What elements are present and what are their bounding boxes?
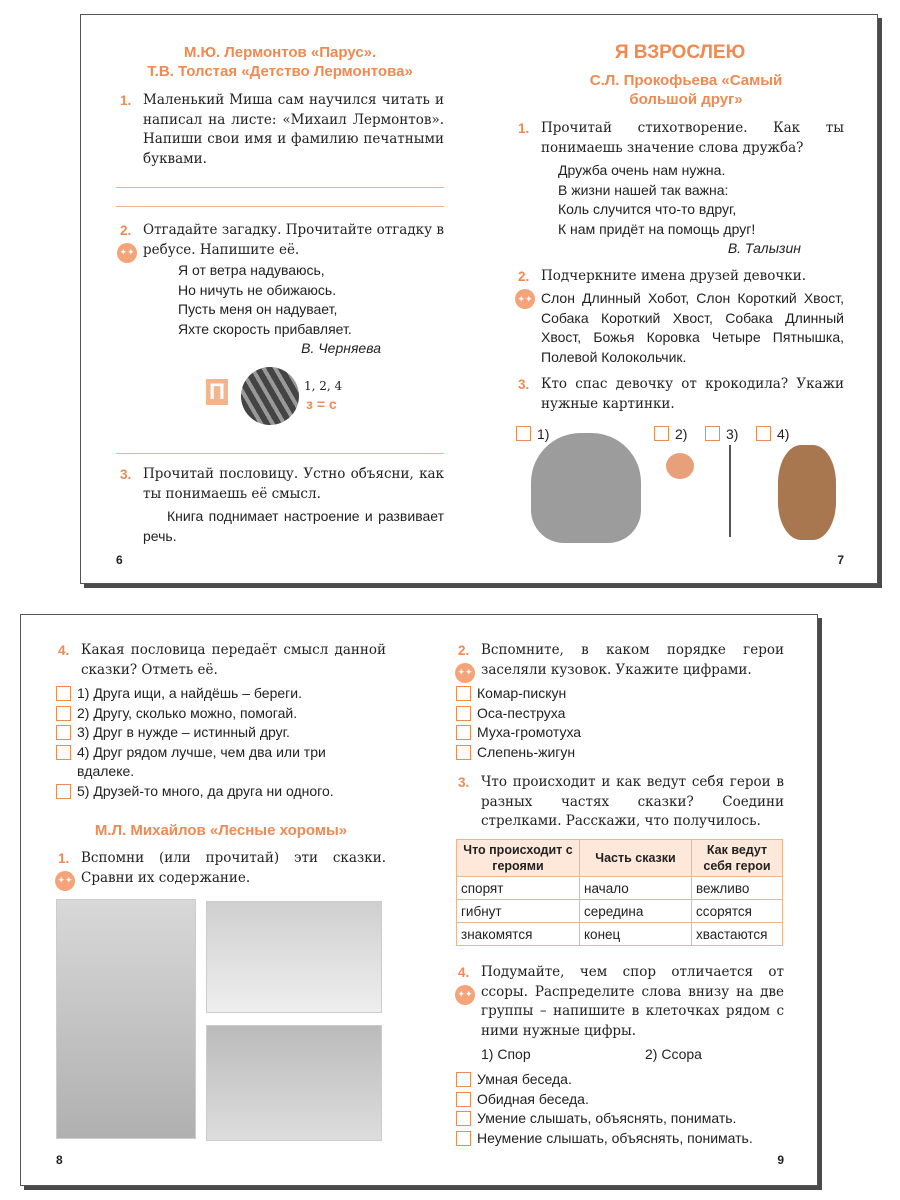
task-number: 2.	[458, 643, 470, 658]
rebus-numbers: 1, 2, 4	[304, 379, 343, 393]
table-cell: вежливо	[692, 877, 783, 900]
checkbox[interactable]	[56, 686, 71, 701]
sort-item[interactable]	[456, 1129, 753, 1149]
heroes-list	[456, 684, 581, 762]
task-number: 2.	[120, 223, 132, 238]
page-9	[456, 615, 784, 1187]
star-icon: ✦✦	[55, 871, 75, 891]
option-label: 3) Друг в нужде – истинный друг.	[77, 724, 290, 740]
task-number: 1.	[120, 93, 132, 108]
task-number: 3.	[120, 467, 132, 482]
column-header: Как ведут себя герои	[692, 840, 783, 877]
page-8-title: М.Л. Михайлов «Лесные хоромы»	[94, 822, 348, 839]
group-label: 2) Ссора	[645, 1046, 702, 1062]
page-number: 6	[116, 553, 123, 567]
table-row	[457, 900, 783, 923]
option-label: 4) Друг рядом лучше, чем два или три вдалеке.	[77, 743, 326, 779]
page-6-title	[116, 43, 444, 81]
bellflower-image	[729, 445, 767, 537]
rebus	[206, 367, 366, 427]
task-text: Кто спас девочку от крокодила? Укажи нужные картинки.	[541, 376, 844, 412]
table-cell: конец	[580, 923, 692, 946]
task-1	[120, 91, 444, 169]
option-label: 2) Другу, сколько можно, помогай.	[77, 704, 298, 721]
item-label: Неумение слышать, объяснять, понимать.	[477, 1129, 753, 1146]
page-8	[56, 615, 386, 1187]
task-number: 3.	[518, 377, 530, 392]
table-header	[457, 840, 783, 877]
hero-label: Комар-пискун	[477, 685, 567, 701]
number-box[interactable]	[456, 706, 471, 721]
hero-label: Слепень-жигун	[477, 743, 576, 760]
task-2	[457, 641, 784, 680]
proverb-options	[56, 684, 386, 801]
task-text: Маленький Миша сам научился читать и написал на листе: «Михаил Лермонтов». Напиши свои имя и фамилию печатными буквами.	[143, 92, 444, 167]
option-label: 1) Друга ищи, а найдёшь – береги.	[77, 685, 302, 701]
number-box[interactable]	[456, 1111, 471, 1126]
hero-item[interactable]	[456, 704, 581, 724]
wooden-house-image	[56, 899, 196, 1139]
checkbox[interactable]	[756, 426, 771, 441]
proverb-option[interactable]	[56, 743, 386, 782]
poem-author: В. Талызин	[727, 240, 801, 256]
star-icon: ✦✦	[455, 985, 475, 1005]
task-3	[518, 375, 844, 414]
proverb-option[interactable]	[56, 782, 386, 802]
checkbox[interactable]	[56, 784, 71, 799]
ladybug-image	[666, 453, 694, 479]
table-cell: хвастаются	[692, 923, 783, 946]
riddle-poem	[178, 261, 381, 359]
page-6	[116, 15, 444, 585]
sort-items	[456, 1070, 753, 1148]
item-label: Умение слышать, объяснять, понимать.	[477, 1110, 737, 1126]
poem-line: Пусть меня он надувает,	[178, 301, 338, 317]
pic-label: 1)	[537, 426, 550, 442]
proverb-option[interactable]	[56, 704, 386, 724]
mitten-winter-image	[206, 901, 382, 1013]
poem-line: В жизни нашей так важна:	[558, 181, 729, 198]
task-number: 3.	[458, 775, 470, 790]
star-icon: ✦✦	[117, 243, 137, 263]
checkbox[interactable]	[516, 426, 531, 441]
hero-item[interactable]	[456, 723, 581, 743]
pic-option-2[interactable]	[654, 425, 687, 445]
number-box[interactable]	[456, 1092, 471, 1107]
task-number: 1.	[58, 851, 70, 866]
poem	[558, 161, 801, 259]
rebus-equation: з = с	[306, 396, 337, 412]
rebus-letter: П	[206, 379, 228, 405]
names[interactable]: Слон Длинный Хобот, Слон Короткий Хвост, Собака Короткий Хвост, Собака Длинный Хвост, Божья Коровка Четыре Пятнышка, Полевой Колокольчик.	[541, 290, 844, 365]
column-header: Что происходит с героями	[457, 840, 580, 877]
pic-label: 3)	[726, 426, 739, 442]
checkbox[interactable]	[654, 426, 669, 441]
poem-line: К нам придёт на помощь друг!	[558, 220, 756, 237]
number-box[interactable]	[456, 1131, 471, 1146]
section-title: Я ВЗРОСЛЕЮ	[614, 42, 746, 63]
elephant-image	[531, 433, 641, 543]
task-number: 2.	[518, 269, 530, 284]
proverb-option[interactable]	[56, 684, 386, 704]
task-number: 4.	[58, 643, 70, 658]
task-1	[518, 119, 844, 158]
answer-line[interactable]	[116, 206, 444, 207]
task-4	[457, 963, 784, 1041]
task-1	[57, 849, 386, 888]
task-number: 4.	[458, 965, 470, 980]
option-label: 5) Друзей-то много, да друга ни одного.	[77, 782, 334, 799]
star-icon: ✦✦	[515, 289, 535, 309]
task-text: Вспомни (или прочитай) эти сказки. Сравни их содержание.	[81, 850, 386, 886]
checkbox[interactable]	[56, 706, 71, 721]
checkbox[interactable]	[56, 745, 71, 760]
task-text: Прочитай пословицу. Устно объясни, как ты понимаешь её смысл.	[143, 466, 444, 502]
poem-author: В. Черняева	[301, 340, 381, 356]
table-row	[457, 877, 783, 900]
task-text: Прочитай стихотворение. Как ты понимаешь значение слова дружба?	[541, 120, 844, 156]
pic-label: 2)	[675, 426, 688, 442]
number-box[interactable]	[456, 1072, 471, 1087]
sort-item[interactable]	[456, 1070, 753, 1090]
poem-line: Яхте скорость прибавляет.	[178, 320, 352, 337]
answer-line[interactable]	[116, 187, 444, 188]
item-label: Умная беседа.	[477, 1071, 572, 1087]
task-text: Какая пословица передаёт смысл данной сказки? Отметь её.	[81, 642, 386, 678]
page-number: 9	[777, 1153, 784, 1167]
sort-item[interactable]	[456, 1090, 753, 1110]
number-box[interactable]	[456, 745, 471, 760]
column-header: Часть сказки	[580, 840, 692, 877]
poem-line: Коль случится что-то вдруг,	[558, 201, 737, 217]
watermelon-image	[241, 367, 299, 425]
task-3	[120, 465, 444, 504]
matching-table	[456, 839, 783, 946]
page-spread-8-9	[20, 614, 818, 1186]
number-box[interactable]	[456, 725, 471, 740]
page-number: 8	[56, 1153, 63, 1167]
proverb: Книга поднимает настроение и развивает речь.	[143, 508, 444, 544]
table-cell: ссорятся	[692, 900, 783, 923]
table-cell: знакомятся	[457, 923, 580, 946]
table-cell: спорят	[457, 877, 580, 900]
item-label: Обидная беседа.	[477, 1090, 589, 1107]
checkbox[interactable]	[705, 426, 720, 441]
page-7-title: С.Л. Прокофьева «Самый большой друг»	[589, 72, 783, 108]
title-line-1: М.Ю. Лермонтов «Парус».	[183, 44, 377, 61]
pic-option-1[interactable]	[516, 425, 549, 445]
task-3	[458, 773, 784, 832]
task-2	[119, 221, 444, 260]
puppy-image	[778, 445, 836, 540]
pic-option-4[interactable]	[756, 425, 789, 445]
task-text: Отгадайте загадку. Прочитайте отгадку в ребусе. Напишите её.	[143, 222, 444, 258]
proverb-option[interactable]	[56, 723, 386, 743]
title-line-2: Т.В. Толстая «Детство Лермонтова»	[147, 63, 413, 80]
checkbox[interactable]	[56, 725, 71, 740]
task-text: Подумайте, чем спор отличается от ссоры. Распределите слова внизу на две группы – напишите в клеточках рядом с ними нужные цифры.	[481, 964, 784, 1039]
task-text: Подчеркните имена друзей девочки.	[541, 268, 806, 284]
table-cell: середина	[580, 900, 692, 923]
page-spread-6-7	[80, 14, 878, 584]
table-cell: начало	[580, 877, 692, 900]
hero-label: Оса-пеструха	[477, 704, 566, 721]
pic-label: 4)	[777, 426, 790, 442]
hero-item[interactable]	[456, 743, 581, 763]
page-number: 7	[837, 553, 844, 567]
group-label: 1) Спор	[481, 1046, 531, 1062]
sort-item[interactable]	[456, 1109, 753, 1129]
hero-item[interactable]	[456, 684, 581, 704]
divider	[116, 453, 444, 454]
mushroom-animals-image	[206, 1025, 382, 1141]
page-7	[516, 15, 844, 585]
table-cell: гибнут	[457, 900, 580, 923]
pic-option-3[interactable]	[705, 425, 738, 445]
task-text: Вспомните, в каком порядке герои заселяли кузовок. Укажите цифрами.	[481, 642, 784, 678]
task-number: 1.	[518, 121, 530, 136]
table-row	[457, 923, 783, 946]
task-2	[518, 267, 844, 287]
poem-line: Но ничуть не обижаюсь.	[178, 281, 337, 298]
poem-line: Дружба очень нам нужна.	[558, 162, 726, 178]
task-4	[58, 641, 386, 680]
task-text: Что происходит и как ведут себя герои в разных частях сказки? Соедини стрелками. Расскажи, что получилось.	[481, 774, 784, 829]
hero-label: Муха-громотуха	[477, 724, 582, 740]
poem-line: Я от ветра надуваюсь,	[178, 262, 325, 278]
star-icon: ✦✦	[455, 663, 475, 683]
names-text[interactable]	[517, 289, 844, 367]
number-box[interactable]	[456, 686, 471, 701]
